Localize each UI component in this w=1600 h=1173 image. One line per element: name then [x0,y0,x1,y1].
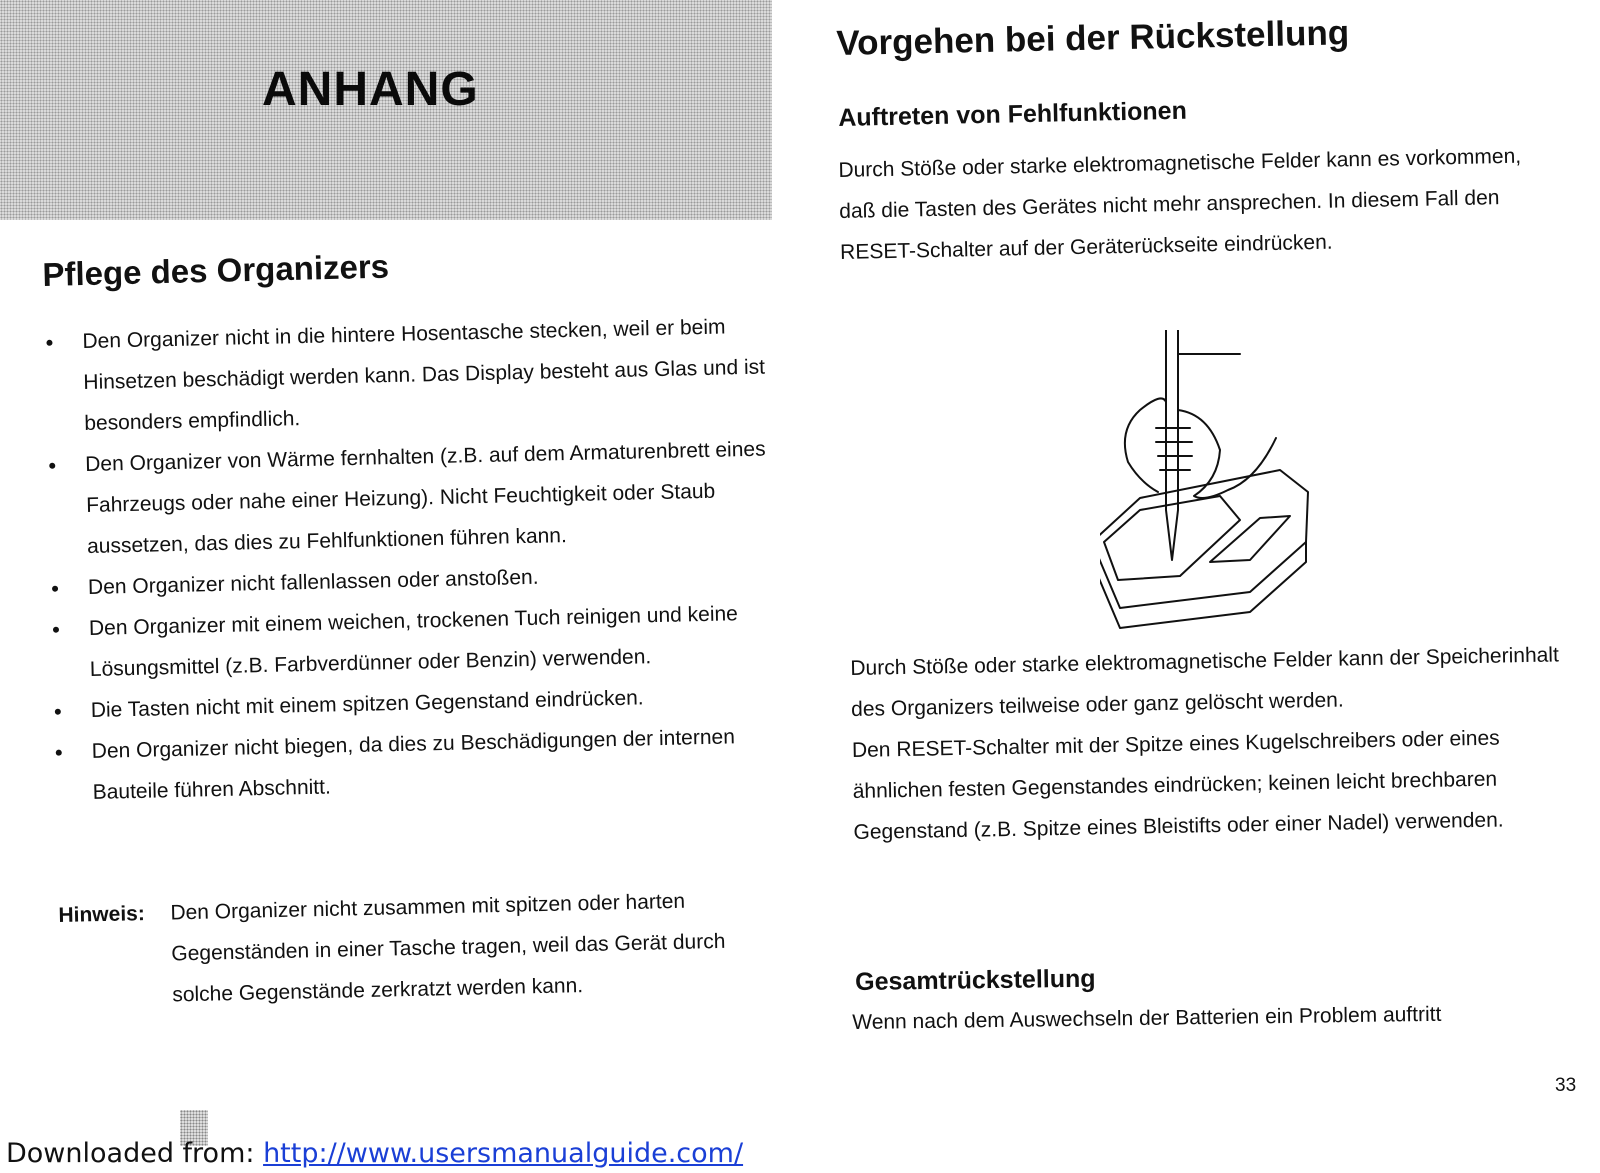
note-block [58,880,741,1018]
list-item: Die Tasten nicht mit einem spitzen Gegenstand eindrücken. [48,674,779,732]
subtitle-full-reset: Gesamtrückstellung [855,964,1096,996]
list-item: Den Organizer nicht biegen, da dies zu Beschädigungen der internen Bauteile führen Abschnitt. [49,715,781,814]
paragraph-full-reset: Wenn nach dem Auswechseln der Batterien ein Problem auftritt [852,1002,1442,1034]
footer-link[interactable]: http://www.usersmanualguide.com/ [263,1138,744,1169]
list-item: Den Organizer von Wärme fernhalten (z.B. auf dem Armaturenbrett eines Fahrzeugs oder nahe einer Heizung). Nicht Feuchtigkeit oder Staub aussetzen, das dies zu Fehlfunktionen führen kann. [43,428,776,568]
paragraph-malfunctions: Durch Stöße oder starke elektromagnetische Felder kann es vorkommen, daß die Tasten des Gerätes nicht mehr ansprechen. In diesem Fall den RESET-Schalter auf der Geräterückseite eindrücken. [838,144,1522,264]
device-key-panel [1210,516,1290,562]
section-title-reset: Vorgehen bei der Rückstellung [836,13,1350,63]
download-footer [6,1138,743,1169]
note-text: Den Organizer nicht zusammen mit spitzen oder harten Gegenständen in einer Tasche tragen, weil das Gerät durch solche Gegenstände zerkratzt werden kann. [170,889,726,1007]
device-screen [1104,496,1240,580]
reset-illustration [1100,330,1360,630]
paragraph-memory-loss [850,634,1574,853]
paragraph-memory-loss-text: Durch Stöße oder starke elektromagnetische Felder kann der Speicherinhalt des Organizers teilweise oder ganz gelöscht werden. [850,643,1560,721]
finger-lines [1156,428,1192,470]
list-item: Den Organizer mit einem weichen, trockenen Tuch reinigen und keine Lösungsmittel (z.B. Farbverdünner oder Benzin) verwenden. [47,592,779,691]
footer-prefix: Downloaded from: [6,1138,264,1169]
section-title-care: Pflege des Organizers [42,247,390,293]
paragraph-reset-instructions: Den RESET-Schalter mit der Spitze eines Kugelschreibers oder eines ähnlichen festen Gegenstandes eindrücken; keinen leicht brechbaren Gegenstand (z.B. Spitze eines Bleistifts oder einer Nadel) verwenden. [851,726,1504,844]
banner [0,0,772,220]
hand-outline [1125,398,1276,498]
page-number: 33 [1555,1075,1577,1096]
pen-body [1166,330,1178,560]
note-label: Hinweis: [58,902,146,927]
list-item: Den Organizer nicht in die hintere Hosentasche stecken, weil er beim Hinsetzen beschädigt werden kann. Das Display besteht aus Glas und ist besonders empfindlich. [40,305,773,445]
list-item: Den Organizer nicht fallenlassen oder anstoßen. [46,551,777,609]
banner-title: ANHANG [262,63,479,116]
subtitle-malfunctions: Auftreten von Fehlfunktionen [838,96,1188,132]
care-bullet-list [40,305,781,813]
